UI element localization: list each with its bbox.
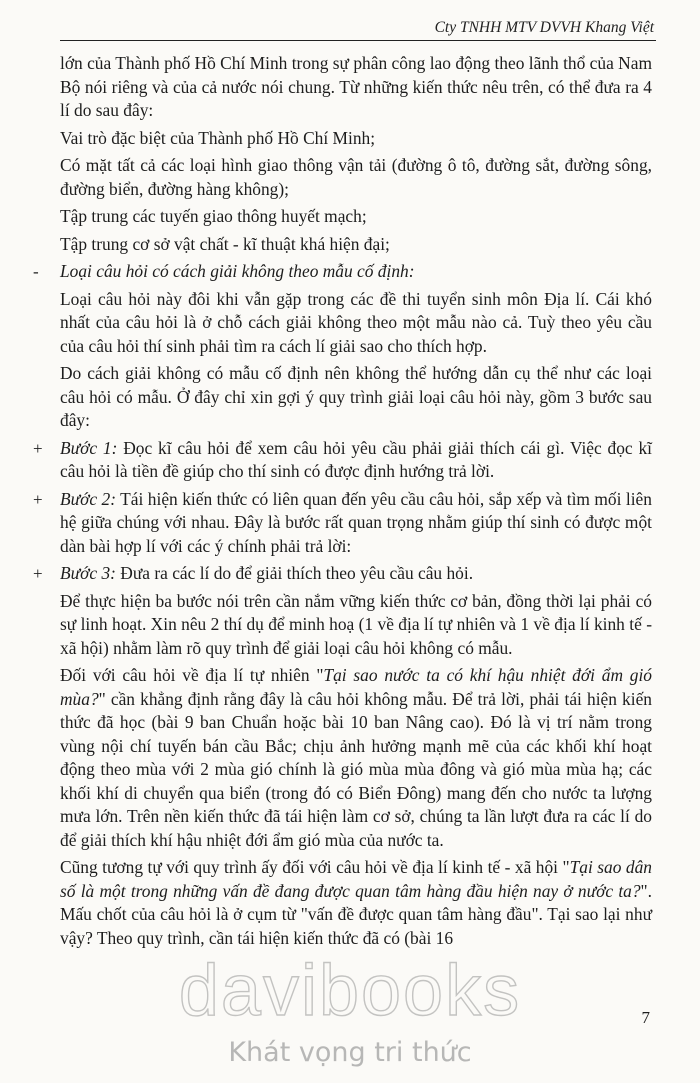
paragraph: Loại câu hỏi này đôi khi vẫn gặp trong các đề thi tuyển sinh môn Địa lí. Cái khó nhất của câu hỏi là ở chỗ cách giải không theo một mẫu nào cả. Tuỳ theo yêu cầu của câu hỏi thí sinh phải tìm ra cách lí giải sao cho thích hợp. [60,288,652,356]
page-body [33,52,652,954]
plus-marker: + [33,564,43,583]
text-run: Cũng tương tự với quy trình ấy đối với câu hỏi về địa lí kinh tế - xã hội " [60,857,570,877]
paragraph: Vai trò đặc biệt của Thành phố Hồ Chí Minh; [60,127,376,148]
paragraph [60,664,652,852]
step-item-1 [33,437,652,484]
step-label: Bước 2: [60,488,117,509]
running-header: Cty TNHH MTV DVVH Khang Việt [434,19,654,36]
text-run: Đối với câu hỏi về địa lí tự nhiên " [60,665,324,685]
text-run: " cần khẳng định rằng đây là câu hỏi không mẫu. Để trả lời, phải tái hiện kiến thức đã học (bài 9 ban Chuẩn hoặc bài 10 ban Nâng cao). Đó là vị trí nằm trong vùng nội chí tuyến bán cầu Bắc; chịu ảnh hưởng mạnh mẽ của các khối khí hoạt động theo mùa với 2 mùa gió chính là gió mùa mùa đông và gió mùa mùa hạ; các khối khí di chuyển qua biển (trong đó có Biển Đông) mang đến cho nước ta lượng mưa lớn. Trên nền kiến thức đã tái hiện làm cơ sở, chúng ta lần lượt đưa ra các lí do để giải thích khí hậu nhiệt đới ẩm gió mùa của nước ta. [60,688,652,850]
step-text: Đưa ra các lí do để giải thích theo yêu cầu câu hỏi. [115,563,474,583]
watermark-brand: davibooks [178,951,522,1031]
plus-marker: + [33,489,43,509]
step-label: Bước 3: [60,563,116,583]
quoted-question: Tại sao dân số là một trong những vấn đề đang được quan tâm hàng đầu hiện nay ở nước ta? [60,857,652,901]
paragraph: Tập trung các tuyến giao thông huyết mạch; [60,206,367,226]
header-rule [60,40,656,41]
paragraph: Để thực hiện ba bước nói trên cần nắm vững kiến thức cơ bản, đồng thời lại phải có sự linh hoạt. Xin nêu 2 thí dụ để minh hoạ (1 về địa lí tự nhiên và 1 về địa lí kinh tế - xã hội) nhằm làm rõ quy trình để giải loại câu hỏi không có mẫu. [60,590,652,658]
paragraph [60,856,652,950]
step-item-3 [33,562,652,586]
watermark-tagline: Khát vọng tri thức [228,1037,472,1068]
paragraph: Do cách giải không có mẫu cố định nên không thể hướng dẫn cụ thể như các loại câu hỏi có mẫu. Ở đây chỉ xin gợi ý quy trình giải loại câu hỏi này, gồm 3 bước sau đây: [60,363,652,430]
paragraph: Có mặt tất cả các loại hình giao thông vận tải (đường ô tô, đường sắt, đường sông, đường biển, đường hàng không); [60,155,652,199]
step-text: Tái hiện kiến thức có liên quan đến yêu cầu câu hỏi, sắp xếp và tìm mối liên hệ giữa chúng với nhau. Đây là bước rất quan trọng nhằm giúp thí sinh có được một dàn bài hợp lí với các ý chính phải trả lời: [60,488,652,556]
dash-marker: - [33,262,39,281]
plus-marker: + [33,438,43,458]
step-text: Đọc kĩ câu hỏi để xem câu hỏi yêu cầu phải giải thích cái gì. Việc đọc kĩ câu hỏi là tiền đề giúp cho thí sinh có được định hướng trả lời. [60,437,652,481]
text-run: ". Mấu chốt của câu hỏi là ở cụm từ "vấn đề được quan tâm hàng đầu". Tại sao lại như vậy? Theo quy trình, cần tái hiện kiến thức đã có (bài 16 [60,880,652,948]
step-label: Bước 1: [60,437,118,458]
step-item-2 [33,488,652,559]
dash-list-item [33,260,652,284]
quoted-question: Tại sao nước ta có khí hậu nhiệt đới ẩm gió mùa? [60,665,652,709]
paragraph: lớn của Thành phố Hồ Chí Minh trong sự phân công lao động theo lãnh thổ của Nam Bộ nói riêng và của cả nước nói chung. Từ những kiến thức nêu trên, có thể đưa ra 4 lí do sau đây: [60,53,652,120]
section-heading: Loại câu hỏi có cách giải không theo mẫu cố định: [60,261,415,281]
page-number: 7 [641,1008,650,1027]
paragraph: Tập trung cơ sở vật chất - kĩ thuật khá hiện đại; [60,233,390,254]
